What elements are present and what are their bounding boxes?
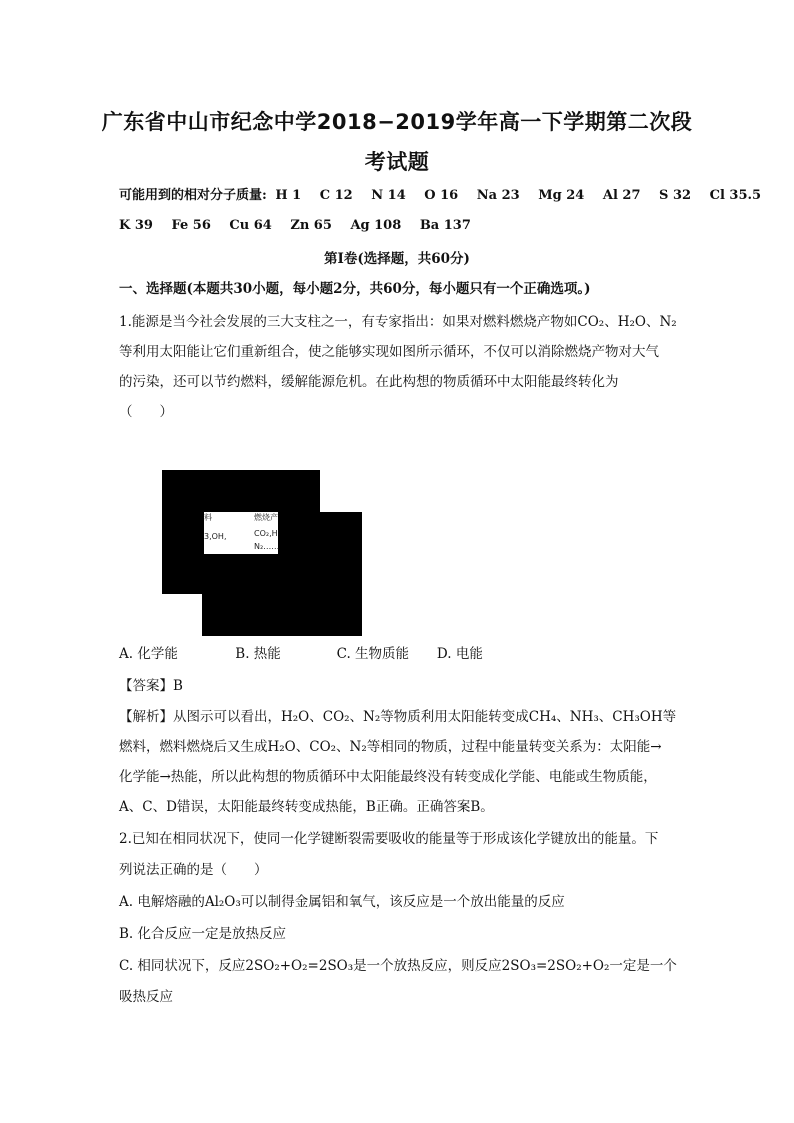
figure-fragment-text: N₂…… bbox=[254, 542, 280, 551]
mass-entry: Na 23 bbox=[476, 188, 520, 203]
q1-option-a: A. 化学能 bbox=[119, 646, 178, 662]
figure-fragment-text: 燃烧产 bbox=[254, 513, 278, 522]
mass-entry: Cu 64 bbox=[229, 218, 272, 233]
mass-entry: H 1 bbox=[275, 188, 302, 203]
q1-analysis-line-4: A、C、D错误，太阳能最终转变成热能，B正确。正确答案B。 bbox=[119, 799, 494, 815]
q2-stem-line-1: 2.已知在相同状况下，使同一化学键断裂需要吸收的能量等于形成该化学键放出的能量。下 bbox=[119, 831, 659, 847]
figure-redacted-block bbox=[162, 554, 320, 594]
document-title-line-2: 考试题 bbox=[364, 150, 430, 174]
mass-entry: C 12 bbox=[319, 188, 353, 203]
q1-analysis-line-3: 化学能→热能，所以此构想的物质循环中太阳能最终没有转变成化学能、电能或生物质能， bbox=[119, 769, 657, 785]
figure-fragment-text: 料 bbox=[204, 513, 212, 522]
q1-stem-line-2: 等利用太阳能让它们重新组合，使之能够实现如图所示循环，不仅可以消除燃烧产物对大气 bbox=[119, 344, 659, 360]
q2-option-b: B. 化合反应一定是放热反应 bbox=[119, 926, 287, 942]
mass-entry: Zn 65 bbox=[290, 218, 332, 233]
mass-entry: O 16 bbox=[424, 188, 459, 203]
q1-stem-line-1: 1.能源是当今社会发展的三大支柱之一，有专家指出：如果对燃料燃烧产物如CO₂、H₂O、N₂ bbox=[119, 314, 677, 330]
document-title-line-1: 广东省中山市纪念中学2018−2019学年高一下学期第二次段 bbox=[101, 110, 693, 134]
mass-entry: Ag 108 bbox=[350, 218, 402, 233]
figure-fragment-text: CO₂,H bbox=[254, 529, 278, 538]
figure-redacted-block bbox=[278, 512, 320, 554]
mass-entry: Cl 35.5 bbox=[709, 188, 762, 203]
energy-cycle-figure bbox=[160, 470, 364, 637]
q1-stem-line-4: （ ） bbox=[119, 404, 173, 420]
q1-option-d: D. 电能 bbox=[436, 646, 483, 662]
relative-masses-row-2 bbox=[119, 216, 485, 236]
relative-masses-row-1 bbox=[119, 186, 761, 206]
q1-option-b: B. 热能 bbox=[235, 646, 281, 662]
mass-entry: Mg 24 bbox=[538, 188, 585, 203]
section-heading: 一、选择题(本题共30小题，每小题2分，共60分，每小题只有一个正确选项。) bbox=[119, 281, 591, 297]
figure-redacted-block bbox=[162, 512, 204, 554]
q2-stem-line-2: 列说法正确的是（ ） bbox=[119, 862, 268, 878]
q2-option-c-line-1: C. 相同状况下，反应2SO₂+O₂=2SO₃是一个放热反应，则反应2SO₃=2SO₂+O₂一定是一个 bbox=[119, 958, 677, 974]
q1-analysis-line-1: 【解析】从图示可以看出，H₂O、CO₂、N₂等物质利用太阳能转变成CH₄、NH₃、CH₃OH等 bbox=[119, 709, 677, 725]
figure-redacted-block bbox=[162, 470, 320, 512]
q1-stem-line-3: 的污染，还可以节约燃料，缓解能源危机。在此构想的物质循环中太阳能最终转化为 bbox=[119, 374, 619, 390]
figure-fragment-text: 3,OH, bbox=[204, 532, 227, 541]
mass-entry: Al 27 bbox=[602, 188, 641, 203]
volume-title: 第Ⅰ卷(选择题，共60分) bbox=[324, 251, 470, 267]
q1-analysis-line-2: 燃料，燃料燃烧后又生成H₂O、CO₂、N₂等相同的物质，过程中能量转变关系为：太阳能→ bbox=[119, 739, 662, 755]
q2-option-a: A. 电解熔融的Al₂O₃可以制得金属铝和氧气，该反应是一个放出能量的反应 bbox=[119, 894, 565, 910]
figure-redacted-block bbox=[202, 594, 320, 636]
mass-entry: Ba 137 bbox=[419, 218, 471, 233]
masses-label: 可能用到的相对分子质量: bbox=[119, 188, 267, 203]
figure-visible-fragment bbox=[204, 512, 278, 554]
mass-entry: K 39 bbox=[119, 218, 153, 233]
q2-option-c-line-2: 吸热反应 bbox=[119, 989, 173, 1005]
q1-answer: 【答案】B bbox=[119, 678, 183, 694]
mass-entry: S 32 bbox=[659, 188, 692, 203]
q1-options bbox=[119, 644, 483, 664]
mass-entry: Fe 56 bbox=[171, 218, 211, 233]
figure-redacted-block bbox=[320, 512, 362, 636]
q1-option-c: C. 生物质能 bbox=[336, 646, 410, 662]
mass-entry: N 14 bbox=[371, 188, 406, 203]
